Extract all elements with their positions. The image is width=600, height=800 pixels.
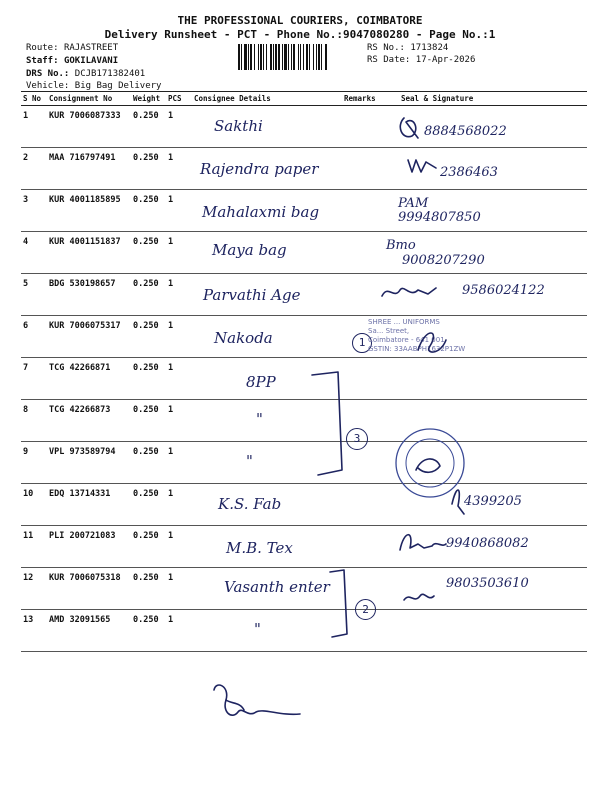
cell-sno: 5 — [21, 274, 47, 316]
cell-consignment: KUR 4001185895 — [47, 190, 131, 232]
hw-phone-12: 9803503610 — [446, 576, 529, 591]
cell-sno: 11 — [21, 526, 47, 568]
rs-no-value: 1713824 — [410, 43, 449, 53]
vehicle-line: Vehicle: Big Bag Delivery — [26, 81, 162, 91]
hw-mark-4: Bmo — [386, 238, 416, 253]
hw-consignee-12: Vasanth enter — [224, 578, 330, 596]
rs-no-line: RS No.: 1713824 — [367, 43, 449, 53]
cell-sno: 4 — [21, 232, 47, 274]
cell-pcs: 1 — [166, 148, 192, 190]
route-line: Route: RAJASTREET — [26, 43, 119, 53]
cell-pcs: 1 — [166, 316, 192, 358]
cell-consignment: EDQ 13714331 — [47, 484, 131, 526]
runsheet-subtitle: Delivery Runsheet - PCT - Phone No.:9047080280 - Page No.:1 — [104, 28, 496, 41]
hw-consignee-1: Sakthi — [214, 117, 263, 135]
cell-pcs: 1 — [166, 610, 192, 652]
col-seal: Seal & Signature — [399, 92, 587, 106]
hw-consignee-11: M.B. Tex — [226, 539, 293, 557]
cell-weight: 0.250 — [131, 400, 166, 442]
cell-sno: 3 — [21, 190, 47, 232]
vehicle-value: Big Bag Delivery — [74, 81, 162, 91]
cell-sno: 6 — [21, 316, 47, 358]
hw-consignee-9: " — [246, 452, 253, 470]
hw-phone-4: 9008207290 — [402, 253, 485, 268]
hw-phone-11: 9940868082 — [446, 536, 529, 551]
drs-value: DCJB171382401 — [74, 69, 146, 79]
remark-circle-1: 1 — [352, 333, 372, 353]
shop-stamp: SHREE ... UNIFORMS Sa... Street, Coimbatore - 641 001. GSTIN: 33AABPH1632P1ZW — [368, 318, 466, 353]
staff-value: GOKILAVANI — [63, 56, 119, 66]
cell-consignment: TCG 42266871 — [47, 358, 131, 400]
cell-weight: 0.250 — [131, 106, 166, 148]
hw-phone-5: 9586024122 — [462, 283, 545, 298]
cell-consignment: PLI 200721083 — [47, 526, 131, 568]
col-pcs: PCS — [166, 92, 192, 106]
hw-consignee-10: K.S. Fab — [218, 495, 282, 513]
cell-weight: 0.250 — [131, 526, 166, 568]
cell-weight: 0.250 — [131, 610, 166, 652]
cell-sno: 1 — [21, 106, 47, 148]
rs-date-line: RS Date: 17-Apr-2026 — [367, 55, 476, 65]
cell-weight: 0.250 — [131, 484, 166, 526]
cell-pcs: 1 — [166, 274, 192, 316]
cell-sno: 9 — [21, 442, 47, 484]
col-sno: S No — [21, 92, 47, 106]
hw-phone-2: 2386463 — [440, 165, 498, 180]
cell-consignment: AMD 32091565 — [47, 610, 131, 652]
drs-line: DRS No.: DCJB171382401 — [26, 69, 146, 79]
cell-pcs: 1 — [166, 106, 192, 148]
hw-consignee-3: Mahalaxmi bag — [202, 203, 320, 221]
col-consignee: Consignee Details — [192, 92, 342, 106]
cell-consignment: KUR 7006075318 — [47, 568, 131, 610]
hw-phone-3: 9994807850 — [398, 210, 481, 225]
cell-pcs: 1 — [166, 526, 192, 568]
cell-pcs: 1 — [166, 568, 192, 610]
cell-consignment: TCG 42266873 — [47, 400, 131, 442]
cell-sno: 2 — [21, 148, 47, 190]
hw-consignee-13: " — [254, 620, 261, 638]
cell-sno: 10 — [21, 484, 47, 526]
staff-line: Staff: GOKILAVANI — [26, 56, 119, 66]
cell-pcs: 1 — [166, 442, 192, 484]
company-title: THE PROFESSIONAL COURIERS, COIMBATORE — [177, 14, 423, 27]
cell-pcs: 1 — [166, 358, 192, 400]
hw-consignee-2: Rajendra paper — [200, 160, 319, 178]
cell-pcs: 1 — [166, 484, 192, 526]
cell-weight: 0.250 — [131, 442, 166, 484]
cell-pcs: 1 — [166, 400, 192, 442]
cell-pcs: 1 — [166, 232, 192, 274]
cell-sno: 7 — [21, 358, 47, 400]
hw-consignee-4: Maya bag — [212, 241, 287, 259]
hw-consignee-5: Parvathi Age — [203, 286, 301, 304]
cell-consignment: VPL 973589794 — [47, 442, 131, 484]
cell-consignment: MAA 716797491 — [47, 148, 131, 190]
remark-circle-3: 3 — [346, 428, 368, 450]
cell-weight: 0.250 — [131, 358, 166, 400]
cell-weight: 0.250 — [131, 568, 166, 610]
cell-consignment: BDG 530198657 — [47, 274, 131, 316]
cell-pcs: 1 — [166, 190, 192, 232]
cell-sno: 8 — [21, 400, 47, 442]
col-weight: Weight — [131, 92, 166, 106]
col-remarks: Remarks — [342, 92, 399, 106]
hw-consignee-7: 8PP — [246, 373, 276, 391]
cell-weight: 0.250 — [131, 190, 166, 232]
hw-phone-10: 4399205 — [464, 494, 522, 509]
cell-weight: 0.250 — [131, 274, 166, 316]
hw-mark-3: PAM — [398, 196, 429, 211]
cell-weight: 0.250 — [131, 316, 166, 358]
rs-date-value: 17-Apr-2026 — [415, 55, 476, 65]
hw-consignee-8: " — [256, 410, 263, 428]
col-consignment: Consignment No — [47, 92, 131, 106]
cell-consignment: KUR 7006087333 — [47, 106, 131, 148]
cell-weight: 0.250 — [131, 232, 166, 274]
hw-phone-1: 8884568022 — [424, 124, 507, 139]
cell-consignment: KUR 4001151837 — [47, 232, 131, 274]
cell-weight: 0.250 — [131, 148, 166, 190]
cell-sno: 13 — [21, 610, 47, 652]
route-value: RAJASTREET — [63, 43, 119, 53]
remark-circle-2: 2 — [355, 599, 376, 620]
hw-consignee-6: Nakoda — [214, 329, 273, 347]
cell-sno: 12 — [21, 568, 47, 610]
cell-consignment: KUR 7006075317 — [47, 316, 131, 358]
